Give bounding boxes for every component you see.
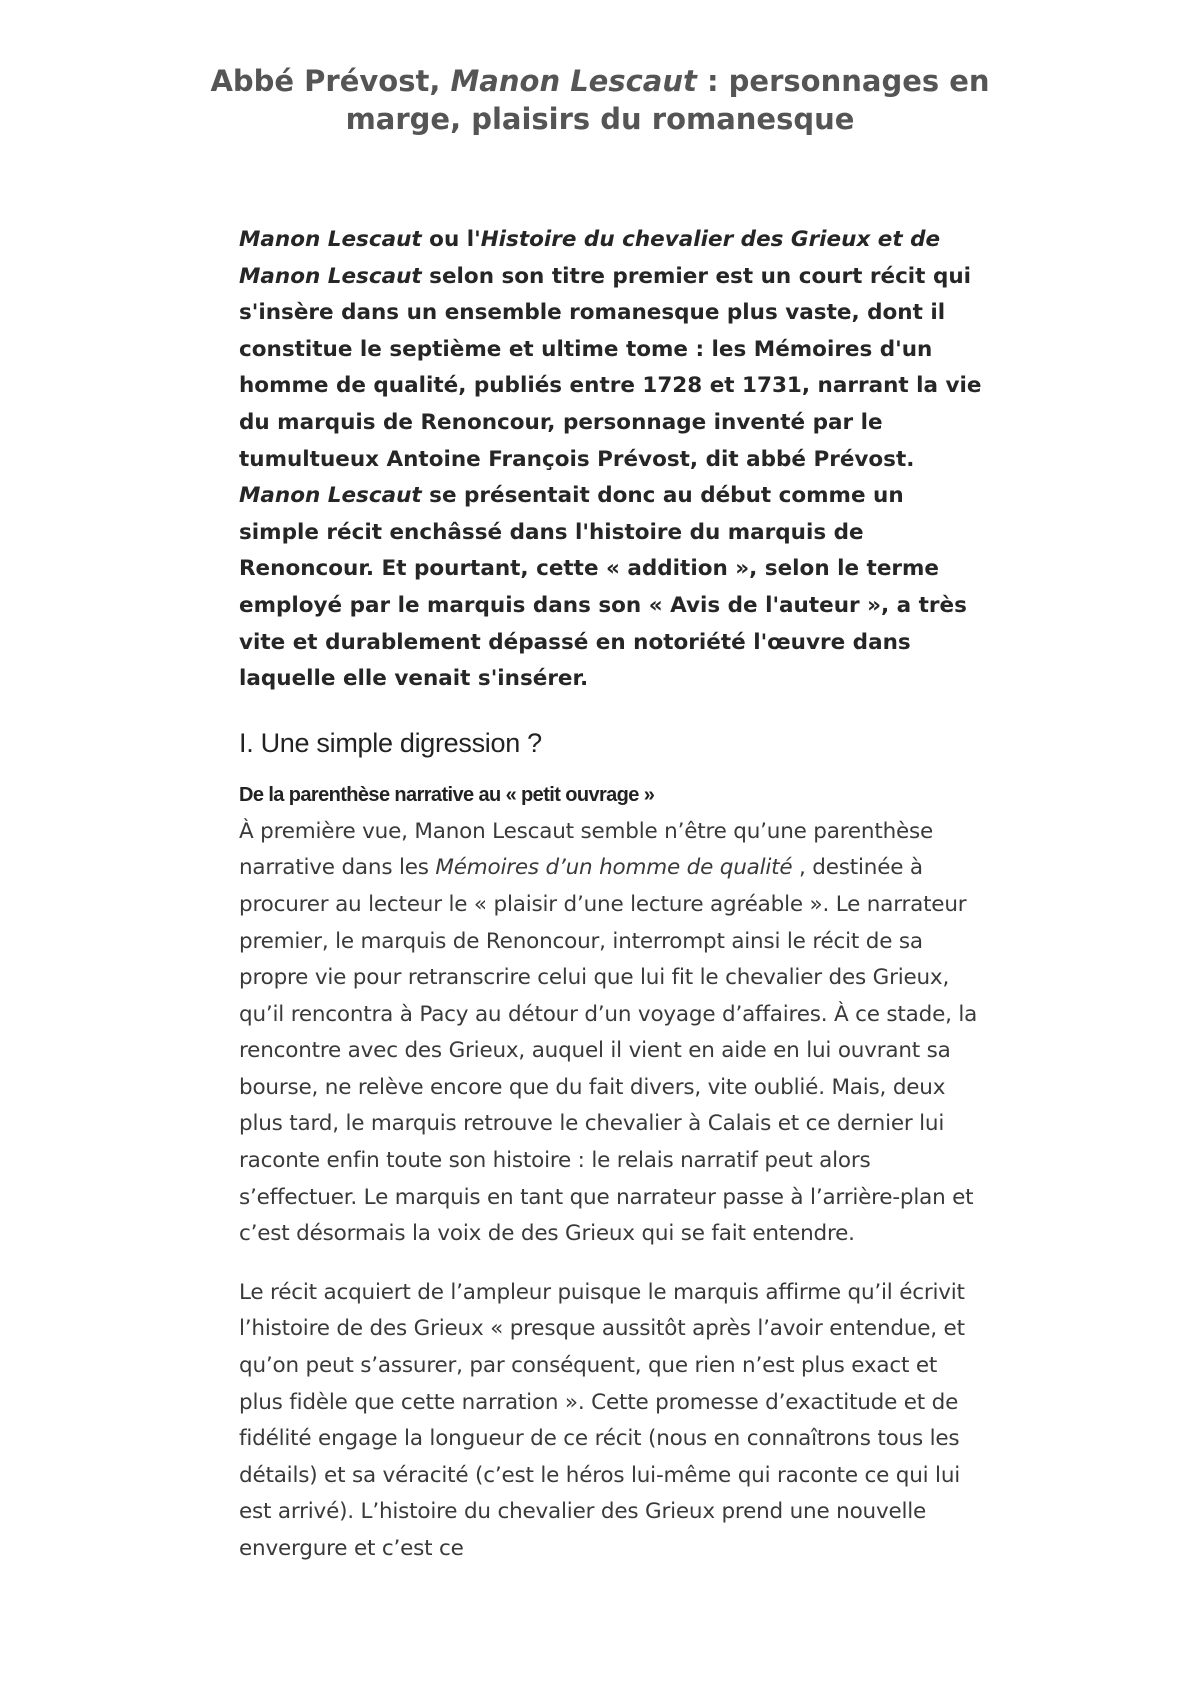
p1-text-before: À première vue, Manon Lescaut semble n’être qu’une parenthèse narrative dans les <box>239 818 934 881</box>
intro-work-title: Manon Lescaut <box>239 227 422 252</box>
intro-paragraph <box>239 222 984 698</box>
body-paragraph-2: Le récit acquiert de l’ampleur puisque le marquis affirme qu’il écrivit l’histoire de des Grieux « presque aussitôt après l’avoir entendue, et qu’on peut s’assurer, par conséquent, que rien n’est plus exact et plus fidèle que cette narration ». Cette promesse d’exactitude et de fidélité engage la longueur de ce récit (nous en connaîtrons tous les détails) et sa véracité (c’est le héros lui-même qui raconte ce qui lui est arrivé). L’histoire du chevalier des Grieux prend une nouvelle envergure et c’est ce <box>239 1279 965 1561</box>
intro-text-2: se présentait donc au début comme un simple récit enchâssé dans l'histoire du marquis de Renoncour. Et pourtant, cette « addition », selon le terme employé par le marquis dans son « Avis de l'auteur », a très vite et durablement dépassé en notoriété l'œuvre dans laquelle elle venait s'insérer. <box>239 483 967 692</box>
p1-text-after: , destinée à procurer au lecteur le « plaisir d’une lecture agréable ». Le narrateur premier, le marquis de Renoncour, interrompt ainsi le récit de sa propre vie pour retranscrire celui que lui fit le chevalier des Grieux, qu’il rencontra à Pacy au détour d’un voyage d’affaires. À ce stade, la rencontre avec des Grieux, auquel il vient en aide en lui ouvrant sa bourse, ne relève encore que du fait divers, vite oublié. Mais, deux plus tard, le marquis retrouve le chevalier à Calais et ce dernier lui raconte enfin toute son histoire : le relais narratif peut alors s’effectuer. Le marquis en tant que narrateur passe à l’arrière-plan et c’est désormais la voix de des Grieux qui se fait entendre. <box>239 855 978 1247</box>
intro-text-or: ou l' <box>421 227 481 252</box>
section-subheading: De la parenthèse narrative au « petit ouvrage » <box>239 783 655 806</box>
intro-text-1: selon son titre premier est un court récit qui s'insère dans un ensemble romanesque plus vaste, dont il constitue le septième et ultime tome : les Mémoires d'un homme de qualité, publiés entre 1728 et 1731, narrant la vie du marquis de Renoncour, personnage inventé par le tumultueux Antoine François Prévost, dit abbé Prévost. <box>239 263 982 472</box>
p1-italic-title: Mémoires d’un homme de qualité <box>435 855 793 881</box>
title-work: Manon Lescaut <box>450 64 697 98</box>
intro-full-title: Histoire du chevalier des Grieux et de Manon Lescaut <box>239 227 941 289</box>
body-paragraph-1 <box>239 814 984 1253</box>
intro-work-title-2: Manon Lescaut <box>239 483 422 509</box>
title-rest: : personnages en marge, plaisirs du romanesque <box>345 64 990 136</box>
title-author: Abbé Prévost, <box>210 64 451 98</box>
article-body <box>239 222 984 1568</box>
section-heading: I. Une simple digression ? <box>239 727 542 758</box>
page-title <box>150 62 1050 138</box>
